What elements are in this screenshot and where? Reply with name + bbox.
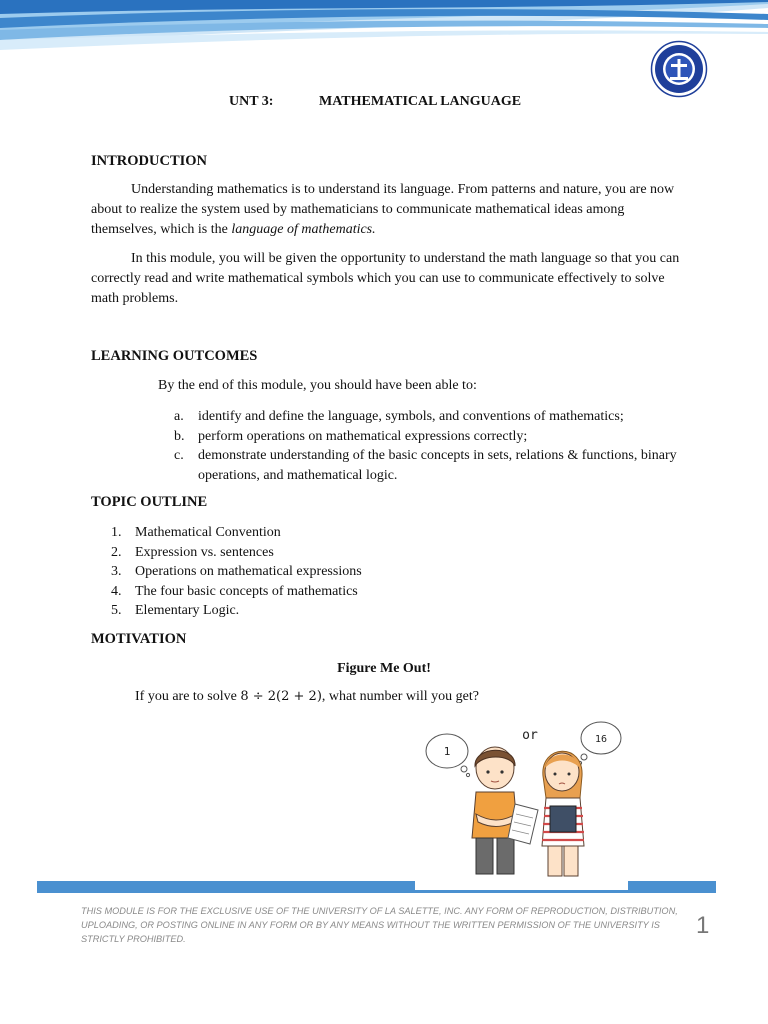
girl-figure <box>542 751 584 876</box>
list-item: 4. The four basic concepts of mathematics <box>111 583 358 599</box>
figure-title: Figure Me Out! <box>337 661 431 676</box>
introduction-paragraph-2: In this module, you will be given the opportunity to understand the math language so that you can correctly read and write mathematical symbols which you can use to communicate effectively to solve math problems. <box>91 251 680 306</box>
learning-outcomes-heading: LEARNING OUTCOMES <box>91 348 258 364</box>
outcomes-list <box>174 407 688 485</box>
list-item: 1. Mathematical Convention <box>111 525 281 540</box>
motivation-question: If you are to solve 8 ÷ 2(2 + 2), what number will you get? <box>135 689 479 704</box>
unit-number: UNT 3: <box>229 94 274 109</box>
thought-bubble-right <box>578 722 621 765</box>
copyright-disclaimer: THIS MODULE IS FOR THE EXCLUSIVE USE OF THE UNIVERSITY OF LA SALETTE, INC. ANY FORM OF REPRODUCTION, DISTRIBUTION, UPLOADING, OR POSTING ONLINE IN ANY FORM OR BY ANY MEANS WITHOUT THE WRITTEN PERMISSION OF THE UNIVERSITY IS STRICTLY PROHIBITED. <box>81 906 678 944</box>
university-seal-logo <box>650 40 708 98</box>
topic-outline-heading: TOPIC OUTLINE <box>91 494 208 510</box>
unit-name: MATHEMATICAL LANGUAGE <box>319 94 522 109</box>
bubble-left-text: 1 <box>443 745 451 758</box>
boy-figure <box>472 747 518 874</box>
topic-outline-list <box>111 523 535 621</box>
math-expression: 8 ÷ 2(2 + 2) <box>240 689 322 704</box>
page-number: 1 <box>696 912 710 939</box>
list-item: c. demonstrate understanding of the basic concepts in sets, relations & functions, binary operations, and mathematical logic. <box>174 448 677 483</box>
list-item: 5. Elementary Logic. <box>111 603 240 618</box>
emphasis-text: language of mathematics. <box>231 222 376 237</box>
list-item: 3. Operations on mathematical expressions <box>111 564 362 579</box>
list-item: a. identify and define the language, symbols, and conventions of mathematics; <box>174 409 624 424</box>
thought-bubble-left <box>426 734 470 777</box>
bubble-right-text: 16 <box>594 734 608 745</box>
outcomes-lead: By the end of this module, you should have been able to: <box>158 378 477 393</box>
two-students-illustration <box>420 718 630 880</box>
list-item: b. perform operations on mathematical expressions correctly; <box>174 428 528 444</box>
list-item: 2. Expression vs. sentences <box>111 544 274 560</box>
motivation-heading: MOTIVATION <box>91 631 187 647</box>
footer-bar <box>0 876 768 898</box>
bubble-or-text: or <box>522 728 538 743</box>
introduction-paragraph-1: Understanding mathematics is to understand its language. From patterns and nature, you are now about to realize the system used by mathematicians to communicate mathematical ideas among themselves, which is the language of mathematics. <box>91 182 675 237</box>
introduction-heading: INTRODUCTION <box>91 153 208 169</box>
